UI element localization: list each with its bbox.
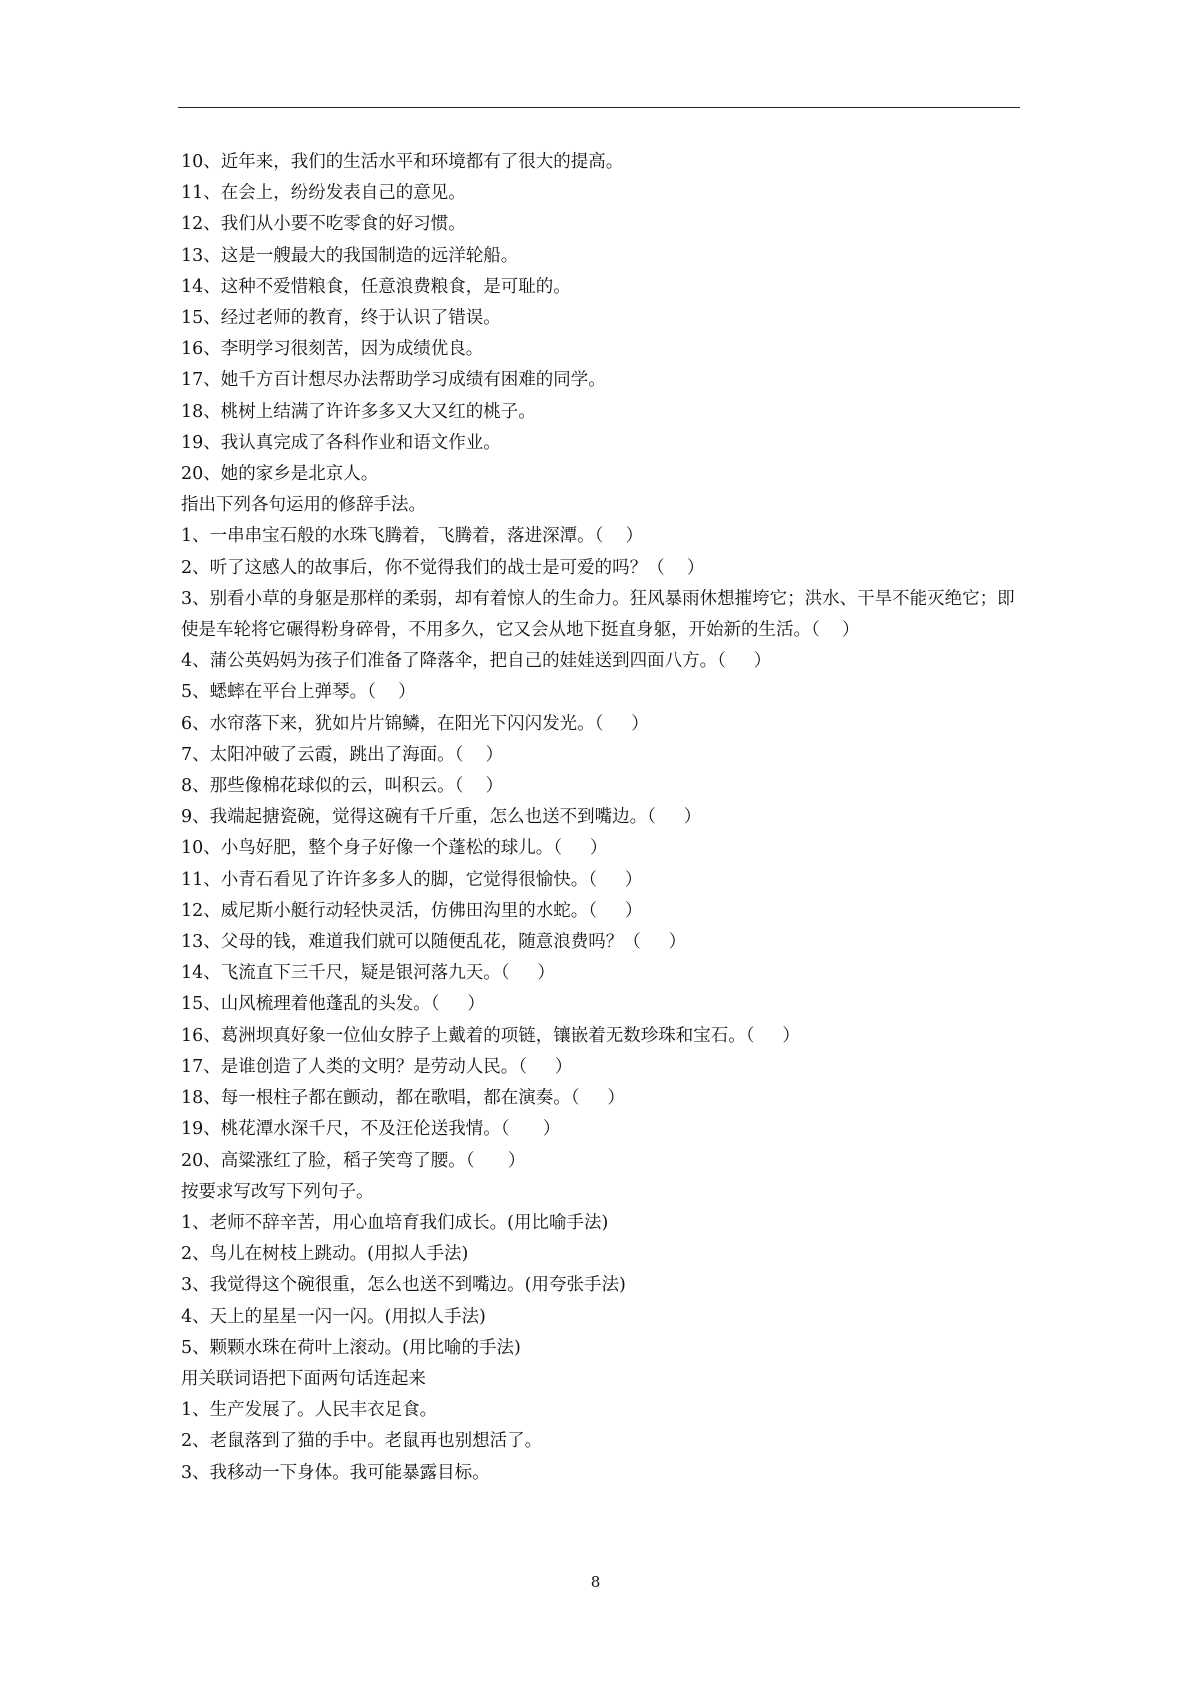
exercise-item: 11、在会上，纷纷发表自己的意见。: [181, 183, 466, 204]
exercise-item: 16、李明学习很刻苦，因为成绩优良。: [181, 339, 484, 360]
document-body: [181, 147, 1021, 1489]
exercise-item: 18、每一根柱子都在颤动，都在歌唱，都在演奏。（ ）: [181, 1088, 625, 1109]
exercise-item: 13、父母的钱，难道我们就可以随便乱花，随意浪费吗？（ ）: [181, 932, 687, 953]
exercise-item: 3、别看小草的身躯是那样的柔弱，却有着惊人的生命力。狂风暴雨休想摧垮它；洪水、干旱不能灭绝它；即使是车轮将它碾得粉身碎骨，不用多久，它又会从地下挺直身躯，开始新的生活。（ ）: [181, 588, 1015, 641]
exercise-item: 1、一串串宝石般的水珠飞腾着，飞腾着，落进深潭。（ ）: [181, 526, 644, 547]
exercise-item: 20、她的家乡是北京人。: [181, 464, 379, 485]
exercise-item: 18、桃树上结满了许许多多又大又红的桃子。: [181, 401, 536, 422]
exercise-item: 2、听了这感人的故事后，你不觉得我们的战士是可爱的吗？（ ）: [181, 557, 705, 578]
exercise-item: 2、老鼠落到了猫的手中。老鼠再也别想活了。: [181, 1431, 543, 1452]
exercise-item: 10、近年来，我们的生活水平和环境都有了很大的提高。: [181, 152, 624, 172]
exercise-item: 9、我端起搪瓷碗，觉得这碗有千斤重，怎么也送不到嘴边。（ ）: [181, 807, 702, 828]
exercise-item: 4、蒲公英妈妈为孩子们准备了降落伞，把自己的娃娃送到四面八方。（ ）: [181, 651, 772, 672]
exercise-item: 4、天上的星星一闪一闪。(用拟人手法): [181, 1306, 486, 1327]
exercise-item: 13、这是一艘最大的我国制造的远洋轮船。: [181, 245, 519, 266]
exercise-item: 16、葛洲坝真好象一位仙女脖子上戴着的项链，镶嵌着无数珍珠和宝石。（ ）: [181, 1025, 800, 1046]
exercise-item: 1、生产发展了。人民丰衣足食。: [181, 1400, 438, 1421]
section-heading: 用关联词语把下面两句话连起来: [181, 1368, 426, 1389]
exercise-item: 3、我移动一下身体。我可能暴露目标。: [181, 1462, 490, 1483]
exercise-item: 6、水帘落下来，犹如片片锦鳞，在阳光下闪闪发光。（ ）: [181, 713, 649, 734]
section-heading: 指出下列各句运用的修辞手法。: [181, 495, 426, 516]
exercise-item: 14、这种不爱惜粮食，任意浪费粮食，是可耻的。: [181, 276, 571, 297]
section-heading: 按要求写改写下列句子。: [181, 1181, 374, 1202]
exercise-item: 20、高粱涨红了脸，稻子笑弯了腰。（ ）: [181, 1150, 526, 1171]
exercise-item: 15、经过老师的教育，终于认识了错误。: [181, 308, 501, 329]
exercise-item: 8、那些像棉花球似的云，叫积云。（ ）: [181, 776, 504, 797]
exercise-item: 17、是谁创造了人类的文明？是劳动人民。（ ）: [181, 1056, 573, 1077]
exercise-item: 14、飞流直下三千尺，疑是银河落九天。（ ）: [181, 963, 555, 984]
exercise-item: 19、我认真完成了各科作业和语文作业。: [181, 432, 501, 453]
exercise-item: 12、我们从小要不吃零食的好习惯。: [181, 214, 466, 235]
exercise-item: 19、桃花潭水深千尺，不及汪伦送我情。（ ）: [181, 1119, 561, 1140]
exercise-item: 5、颗颗水珠在荷叶上滚动。(用比喻的手法): [181, 1337, 521, 1358]
exercise-item: 5、蟋蟀在平台上弹琴。（ ）: [181, 682, 416, 703]
exercise-item: 10、小鸟好肥，整个身子好像一个蓬松的球儿。（ ）: [181, 838, 608, 859]
exercise-item: 7、太阳冲破了云霞，跳出了海面。（ ）: [181, 744, 504, 765]
exercise-item: 3、我觉得这个碗很重，怎么也送不到嘴边。(用夸张手法): [181, 1275, 626, 1296]
exercise-item: 1、老师不辞辛苦，用心血培育我们成长。(用比喻手法): [181, 1212, 609, 1233]
exercise-item: 12、威尼斯小艇行动轻快灵活，仿佛田沟里的水蛇。（ ）: [181, 900, 643, 921]
header-rule: [178, 107, 1020, 108]
exercise-item: 11、小青石看见了许许多多人的脚，它觉得很愉快。（ ）: [181, 869, 643, 890]
exercise-item: 15、山风梳理着他蓬乱的头发。（ ）: [181, 994, 485, 1015]
exercise-item: 17、她千方百计想尽办法帮助学习成绩有困难的同学。: [181, 370, 606, 391]
page-number: 8: [590, 1573, 601, 1591]
exercise-item: 2、鸟儿在树枝上跳动。(用拟人手法): [181, 1244, 469, 1265]
